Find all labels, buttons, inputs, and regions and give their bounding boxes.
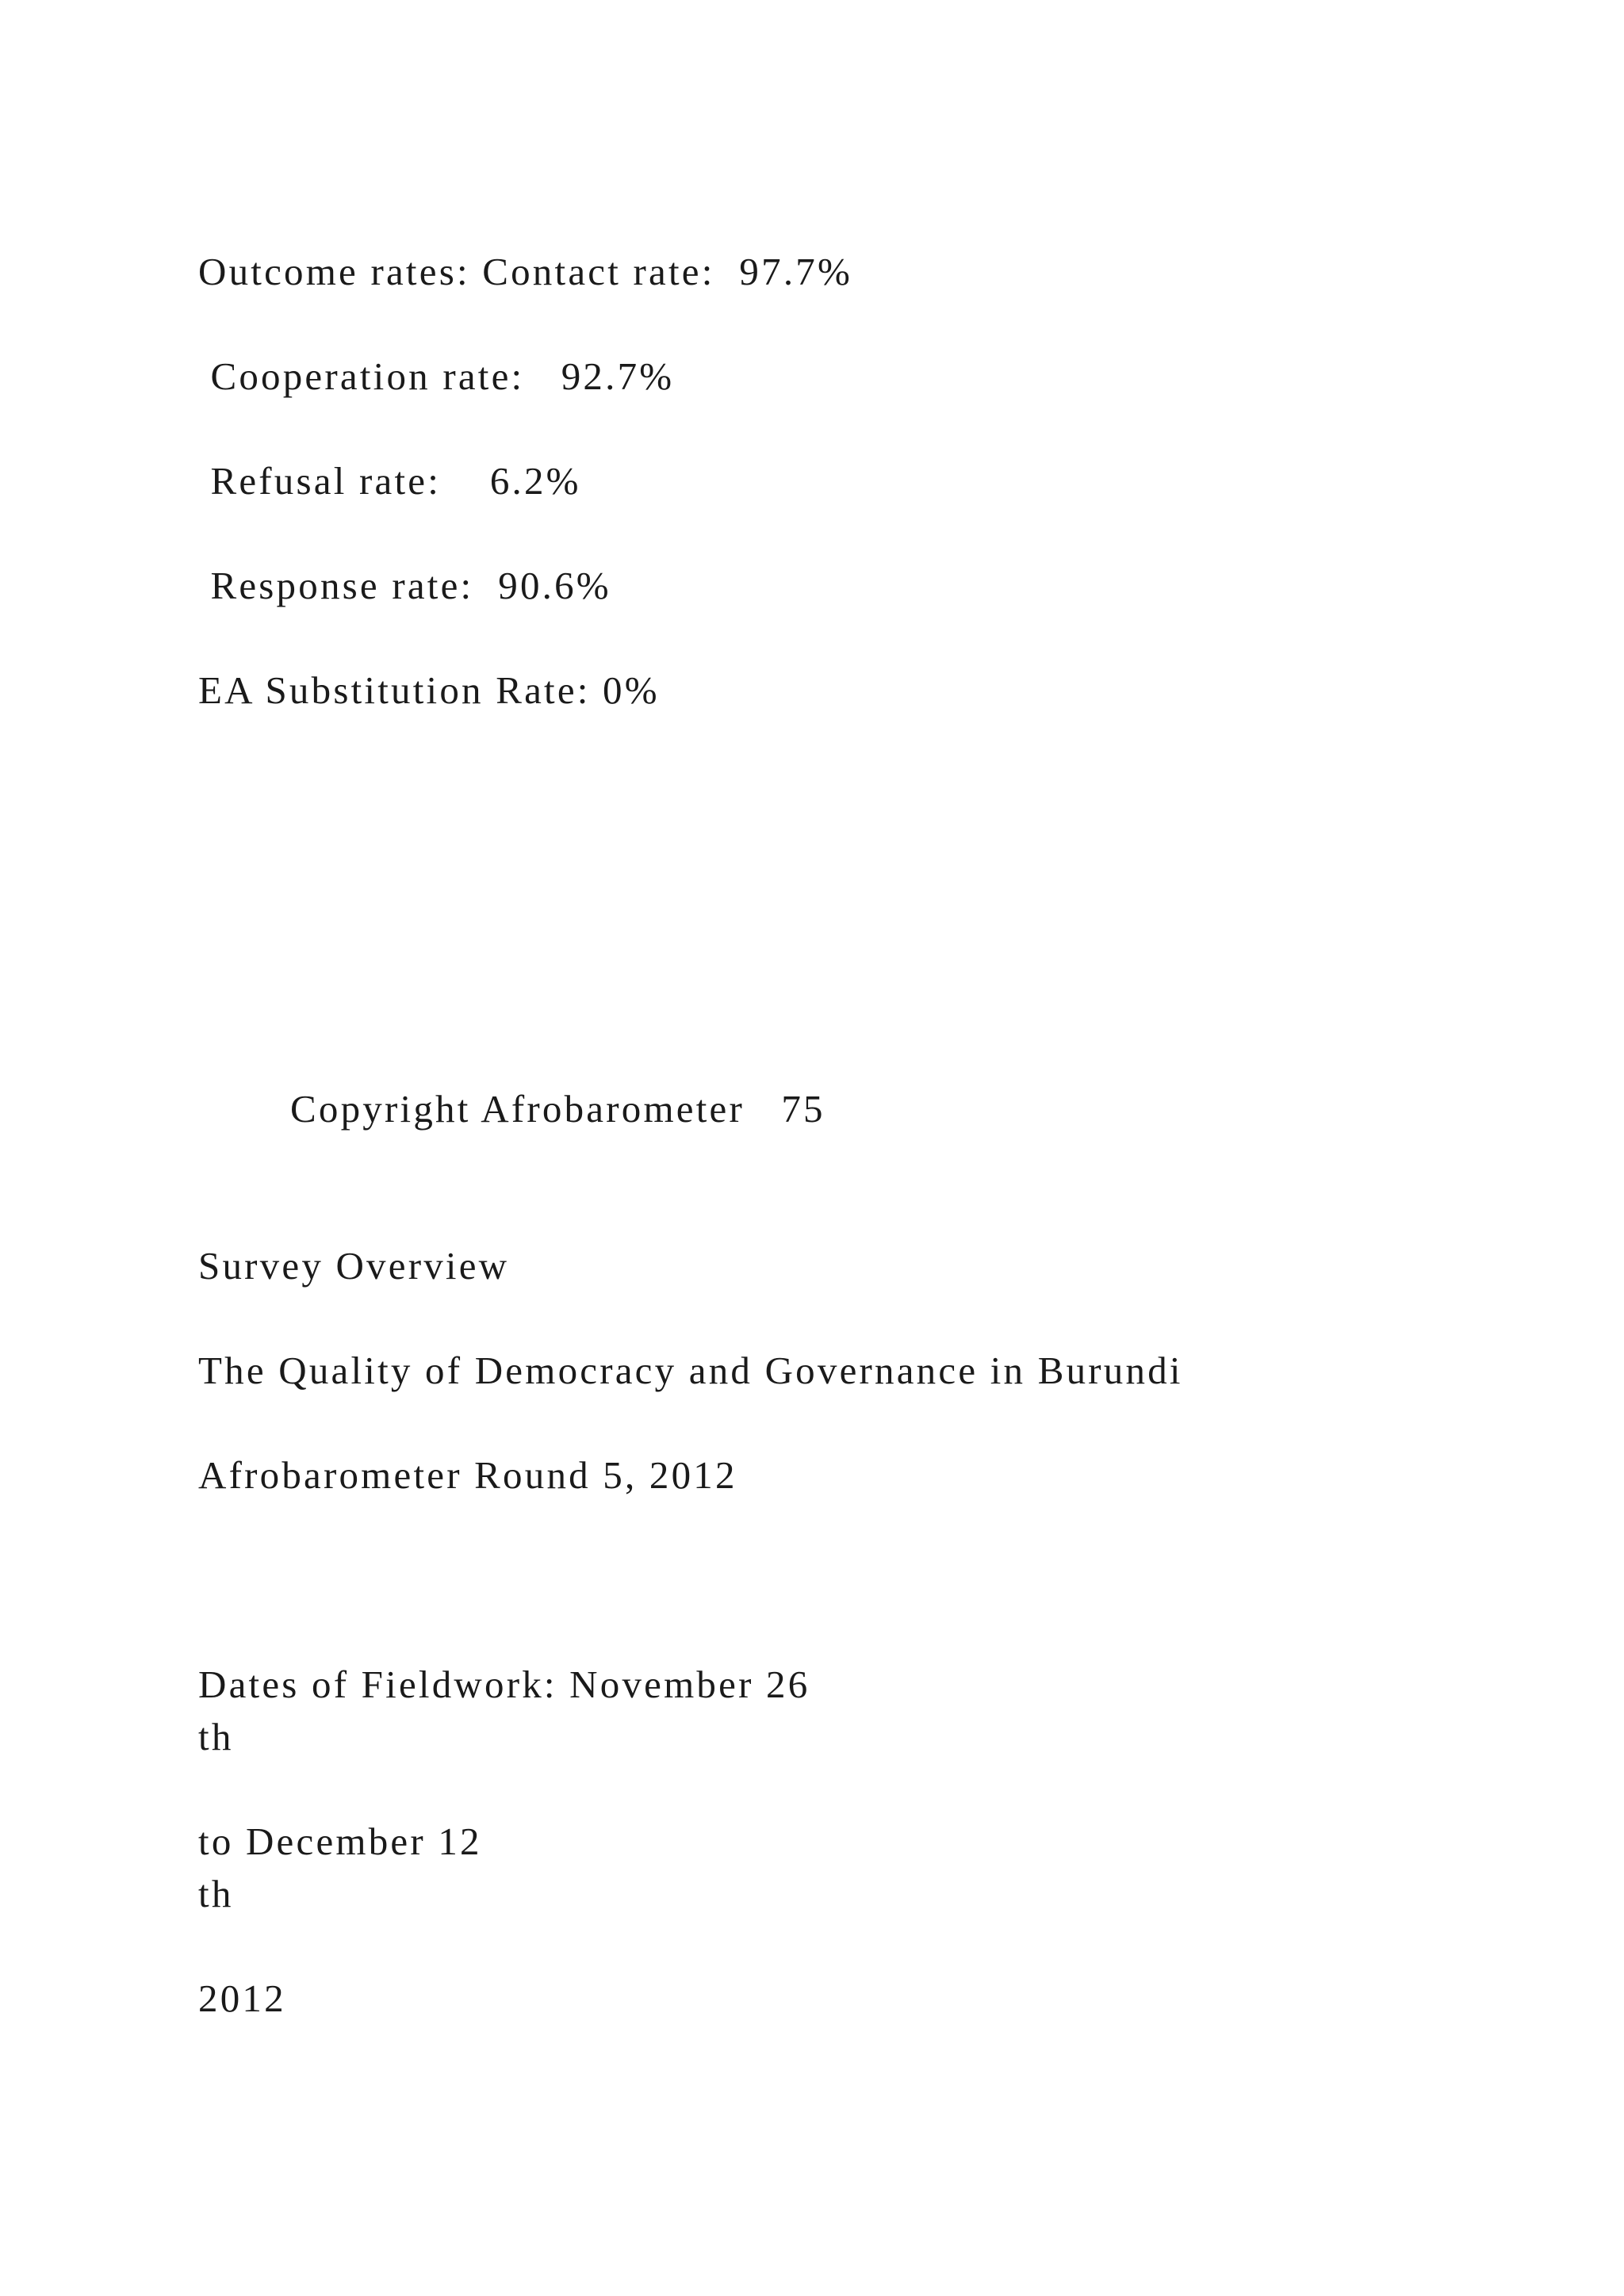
cooperation-rate-line: Cooperation rate: 92.7% <box>198 354 675 398</box>
survey-title: The Quality of Democracy and Governance in Burundi <box>198 1349 1183 1392</box>
response-rate-line: Response rate: 90.6% <box>198 564 611 607</box>
refusal-rate-line: Refusal rate: 6.2% <box>198 459 581 503</box>
fieldwork-start: Dates of Fieldwork: November 26 <box>198 1663 810 1706</box>
ea-substitution-rate-line: EA Substitution Rate: 0% <box>198 668 660 712</box>
fieldwork-year: 2012 <box>198 1976 286 2020</box>
copyright-footer: Copyright Afrobarometer 75 <box>290 1087 825 1131</box>
contact-rate-line: Outcome rates: Contact rate: 97.7% <box>198 250 852 293</box>
survey-round: Afrobarometer Round 5, 2012 <box>198 1453 737 1497</box>
section-heading: Survey Overview <box>198 1244 510 1288</box>
fieldwork-end-suffix: th <box>198 1872 234 1915</box>
fieldwork-start-suffix: th <box>198 1715 234 1758</box>
fieldwork-end: to December 12 <box>198 1820 482 1863</box>
